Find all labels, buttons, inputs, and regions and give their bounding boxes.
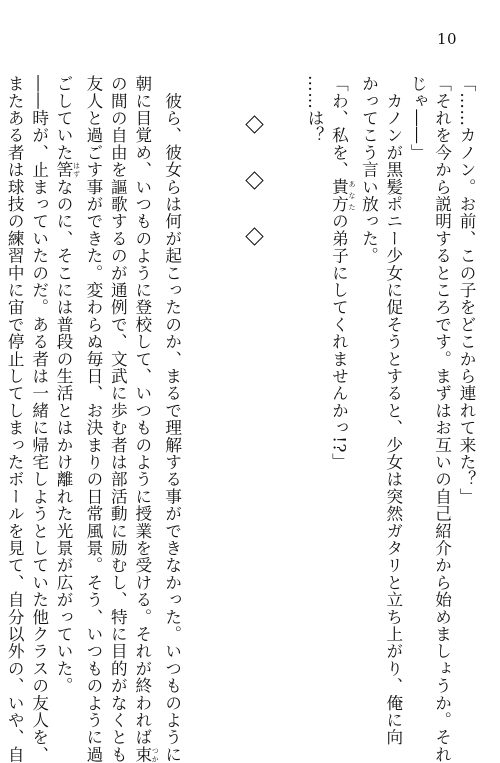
text-line: の間の自由を謳歌するのが通例で、文武に歩む者は部活動に励むし、特に目的がなくとも <box>108 75 128 763</box>
text-fragment: 朝に目覚め、いつものように登校して、いつものように授業を受ける。それが終われば <box>132 75 152 746</box>
text-line <box>326 75 356 665</box>
text-line <box>129 75 160 763</box>
ruby-reading: あなた <box>347 178 356 213</box>
text-line <box>51 75 81 695</box>
text-line: 「……カノン。お前、この子をどこから連れて来た？」 <box>457 75 476 505</box>
text-fragment: なのに、そこには普段の生活とはかけ離れた光景が広がっていた。 <box>54 178 74 695</box>
ruby-reading: はず <box>72 161 81 179</box>
ruby-base: 束 <box>132 745 152 763</box>
ruby-base: 筈 <box>54 161 74 179</box>
ruby-anata <box>329 178 356 213</box>
text-line: またある者は球技の練習中に宙で停止してしまったボールを見て、自分以外の、いや、自 <box>5 75 25 763</box>
text-fragment: ごしていた <box>54 75 74 161</box>
text-line: ――時が、止まっていたのだ。ある者は一緒に帰宅しようとしていた他クラスの友人を、 <box>29 75 49 763</box>
ruby-tsuka <box>132 745 160 763</box>
text-fragment: 「わ、私を、 <box>329 75 349 179</box>
ruby-hazu <box>54 161 81 179</box>
text-line: カノンが黒髪ポニー少女に促そうとすると、少女は突然ガタリと立ち上がり、俺に向 <box>383 75 403 746</box>
text-line: 「それを今から説明するところです。まずはお互いの自己紹介から始めましょうか。それ <box>432 75 452 763</box>
text-line: かってこう言い放った。 <box>359 75 379 265</box>
text-fragment: の弟子にしてくれませんかっ!?」 <box>329 212 349 471</box>
ruby-base: 貴方 <box>329 178 349 213</box>
text-line: 彼ら、彼女らは何が起こったのか、まるで理解する事ができなかった。いつものように <box>162 75 182 763</box>
page-number: 10 <box>437 30 458 48</box>
body-text <box>5 75 478 763</box>
text-line: ……は？ <box>305 75 325 144</box>
text-line: 友人と過ごす事ができた。変わらぬ毎日、お決まりの日常風景。そう、いつものように過 <box>83 75 103 763</box>
text-line: じゃ――」 <box>408 75 428 161</box>
ruby-reading: つか <box>151 745 160 763</box>
